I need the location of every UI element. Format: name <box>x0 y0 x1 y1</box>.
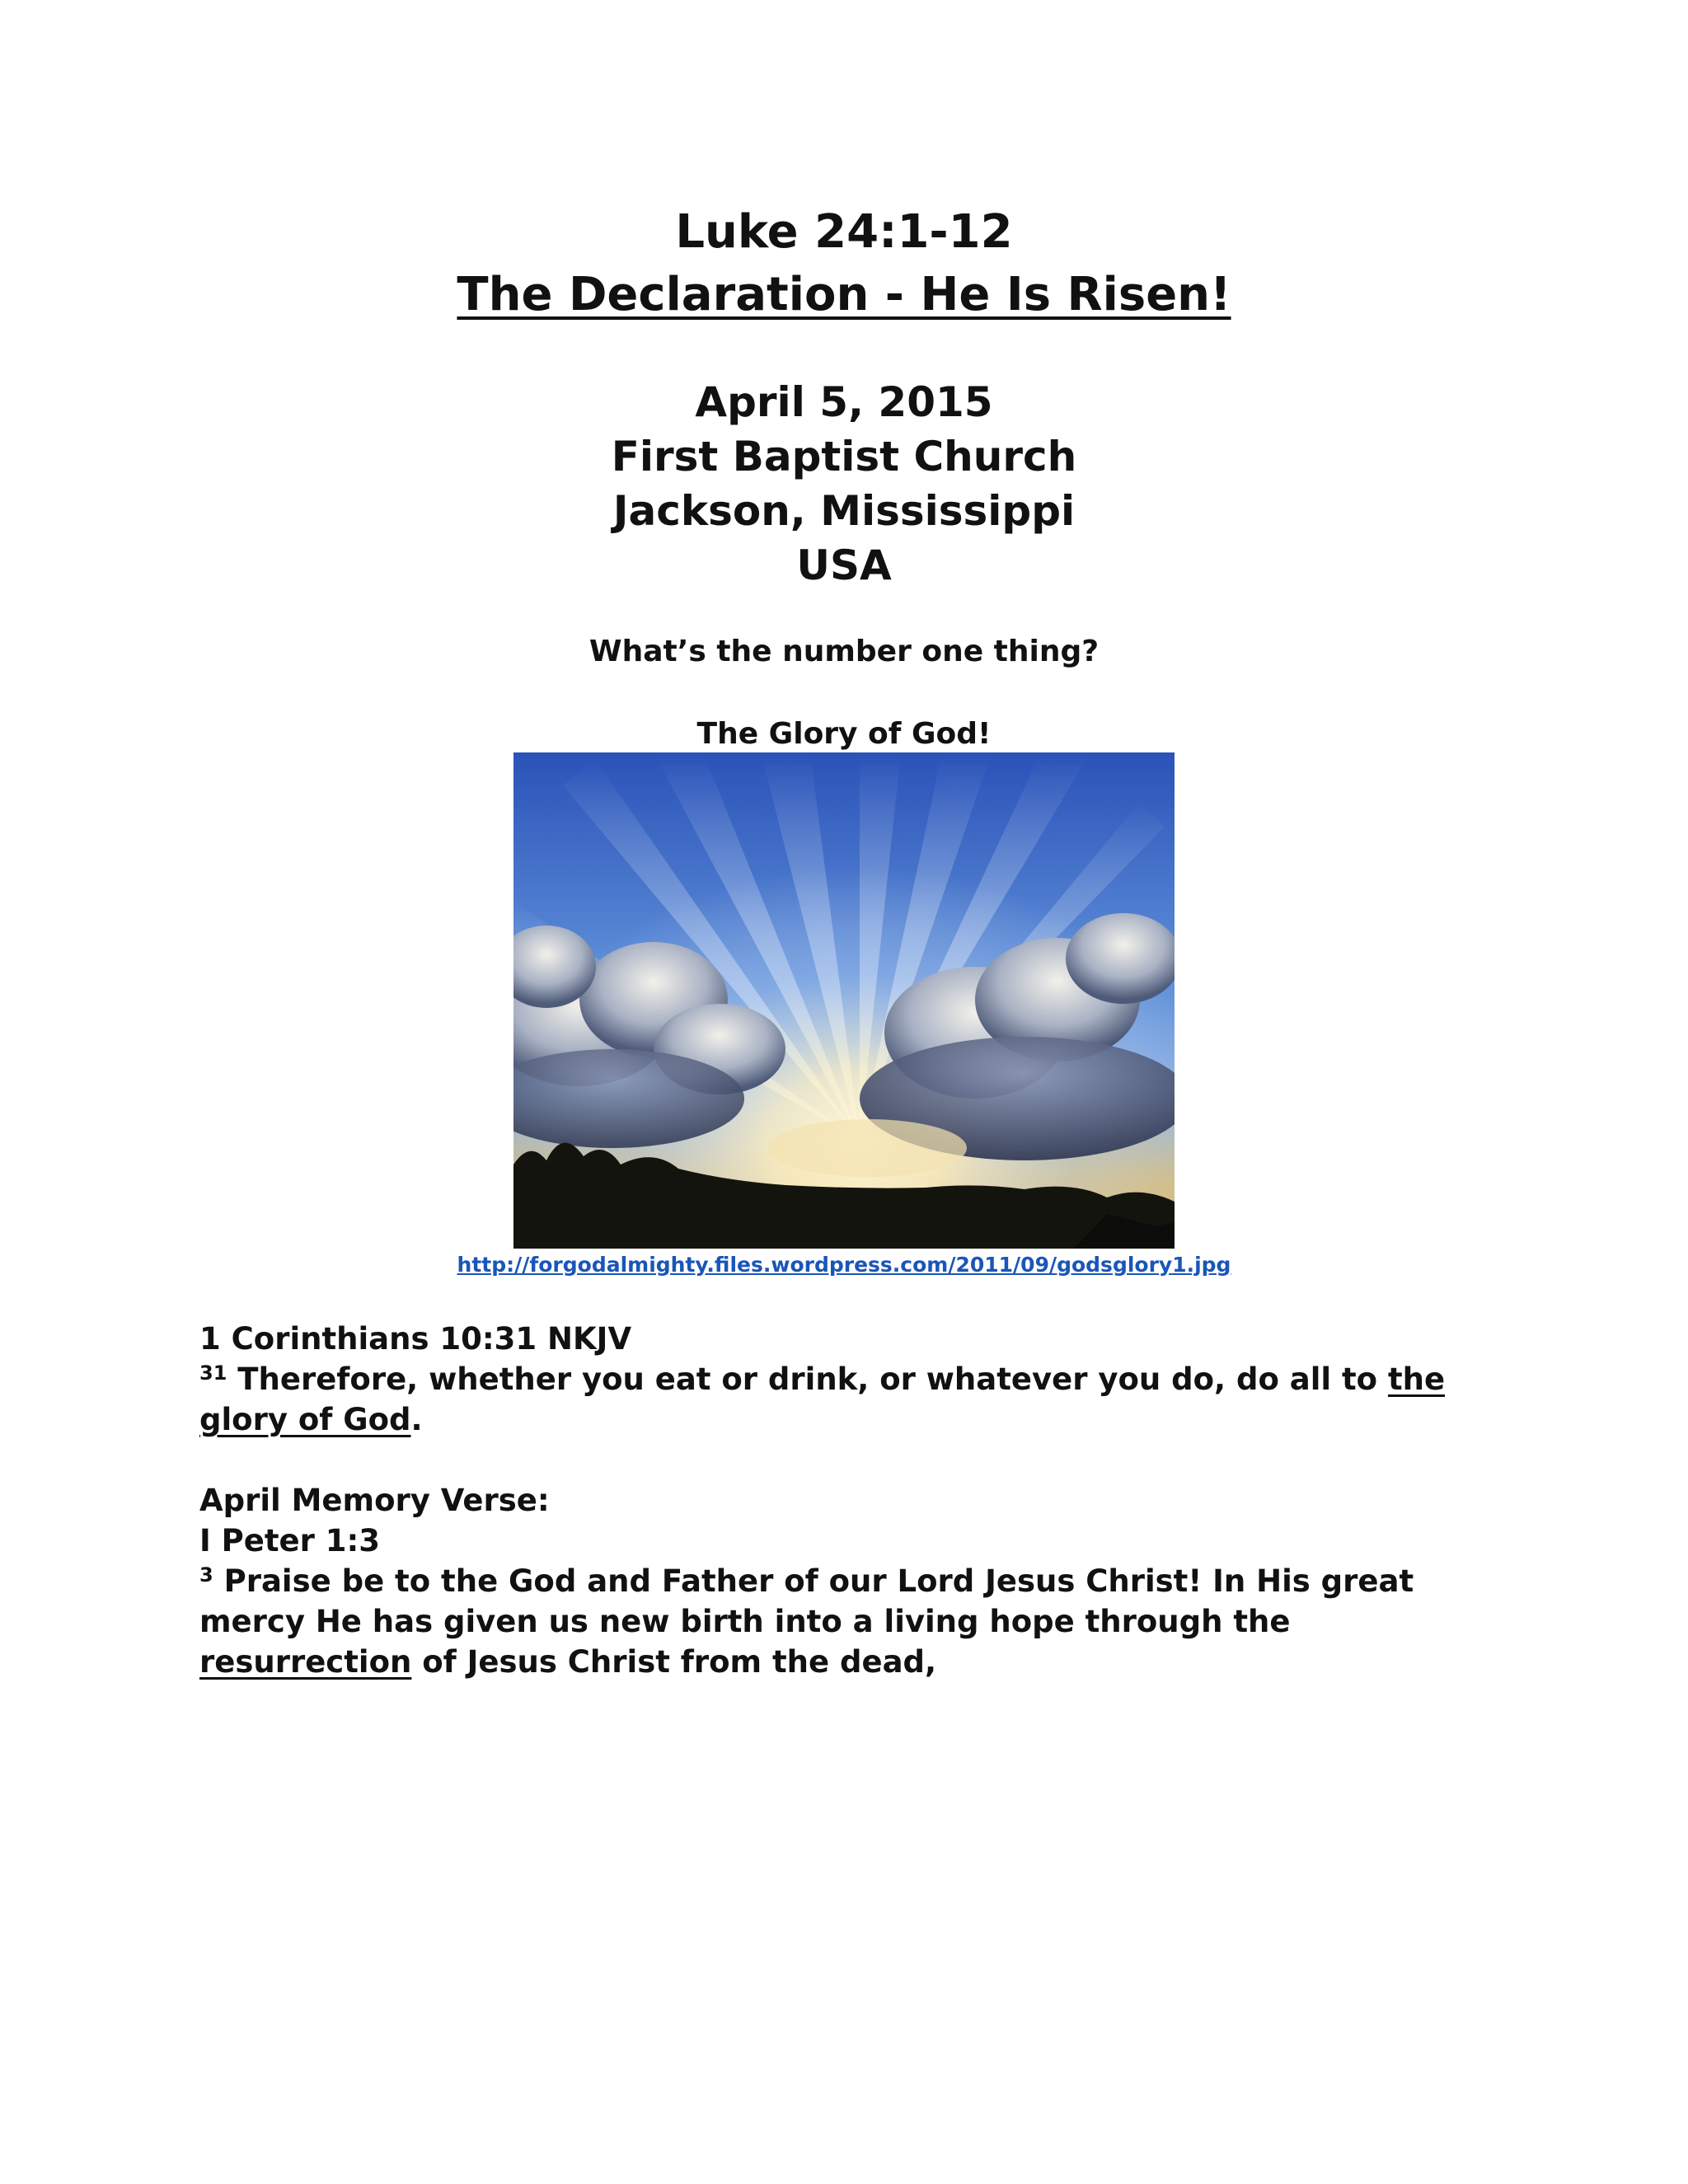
corinthians-verse-emphasis: the glory of God <box>199 1361 1446 1437</box>
intro-question: What’s the number one thing? <box>588 635 1100 668</box>
church-name: First Baptist Church <box>611 433 1077 480</box>
corinthians-verse-number: 31 <box>199 1361 227 1385</box>
church-city: Jackson, Mississippi <box>612 487 1076 535</box>
church-country: USA <box>796 541 892 589</box>
memory-verse <box>199 1561 1502 1682</box>
intro-answer: The Glory of God! <box>696 717 992 751</box>
corinthians-reference: 1 Corinthians 10:31 NKJV <box>199 1321 632 1357</box>
corinthians-verse <box>199 1359 1502 1440</box>
corinthians-verse-end: . <box>410 1402 423 1437</box>
image-source-link[interactable]: http://forgodalmighty.files.wordpress.com/2011/09/godsglory1.jpg <box>457 1253 1231 1277</box>
sunburst-clouds-photo <box>513 752 1175 1249</box>
memory-verse-number: 3 <box>199 1563 213 1586</box>
memory-verse-end: of Jesus Christ from the dead, <box>411 1644 937 1680</box>
memory-verse-heading: April Memory Verse: <box>199 1483 550 1518</box>
sermon-title-text: The Declaration - He Is Risen! <box>457 268 1231 321</box>
scripture-reference: Luke 24:1-12 <box>675 205 1013 259</box>
memory-verse-reference: I Peter 1:3 <box>199 1523 381 1558</box>
memory-verse-emphasis: resurrection <box>199 1644 412 1680</box>
memory-verse-text: Praise be to the God and Father of our Lord Jesus Christ! In His great mercy He has given us new birth into a living hope through the <box>199 1563 1414 1639</box>
sermon-title <box>0 262 1688 328</box>
sunburst-clouds-photo-svg <box>513 752 1175 1249</box>
sermon-date: April 5, 2015 <box>695 378 993 426</box>
corinthians-verse-text: Therefore, whether you eat or drink, or whatever you do, do all to <box>227 1361 1388 1397</box>
